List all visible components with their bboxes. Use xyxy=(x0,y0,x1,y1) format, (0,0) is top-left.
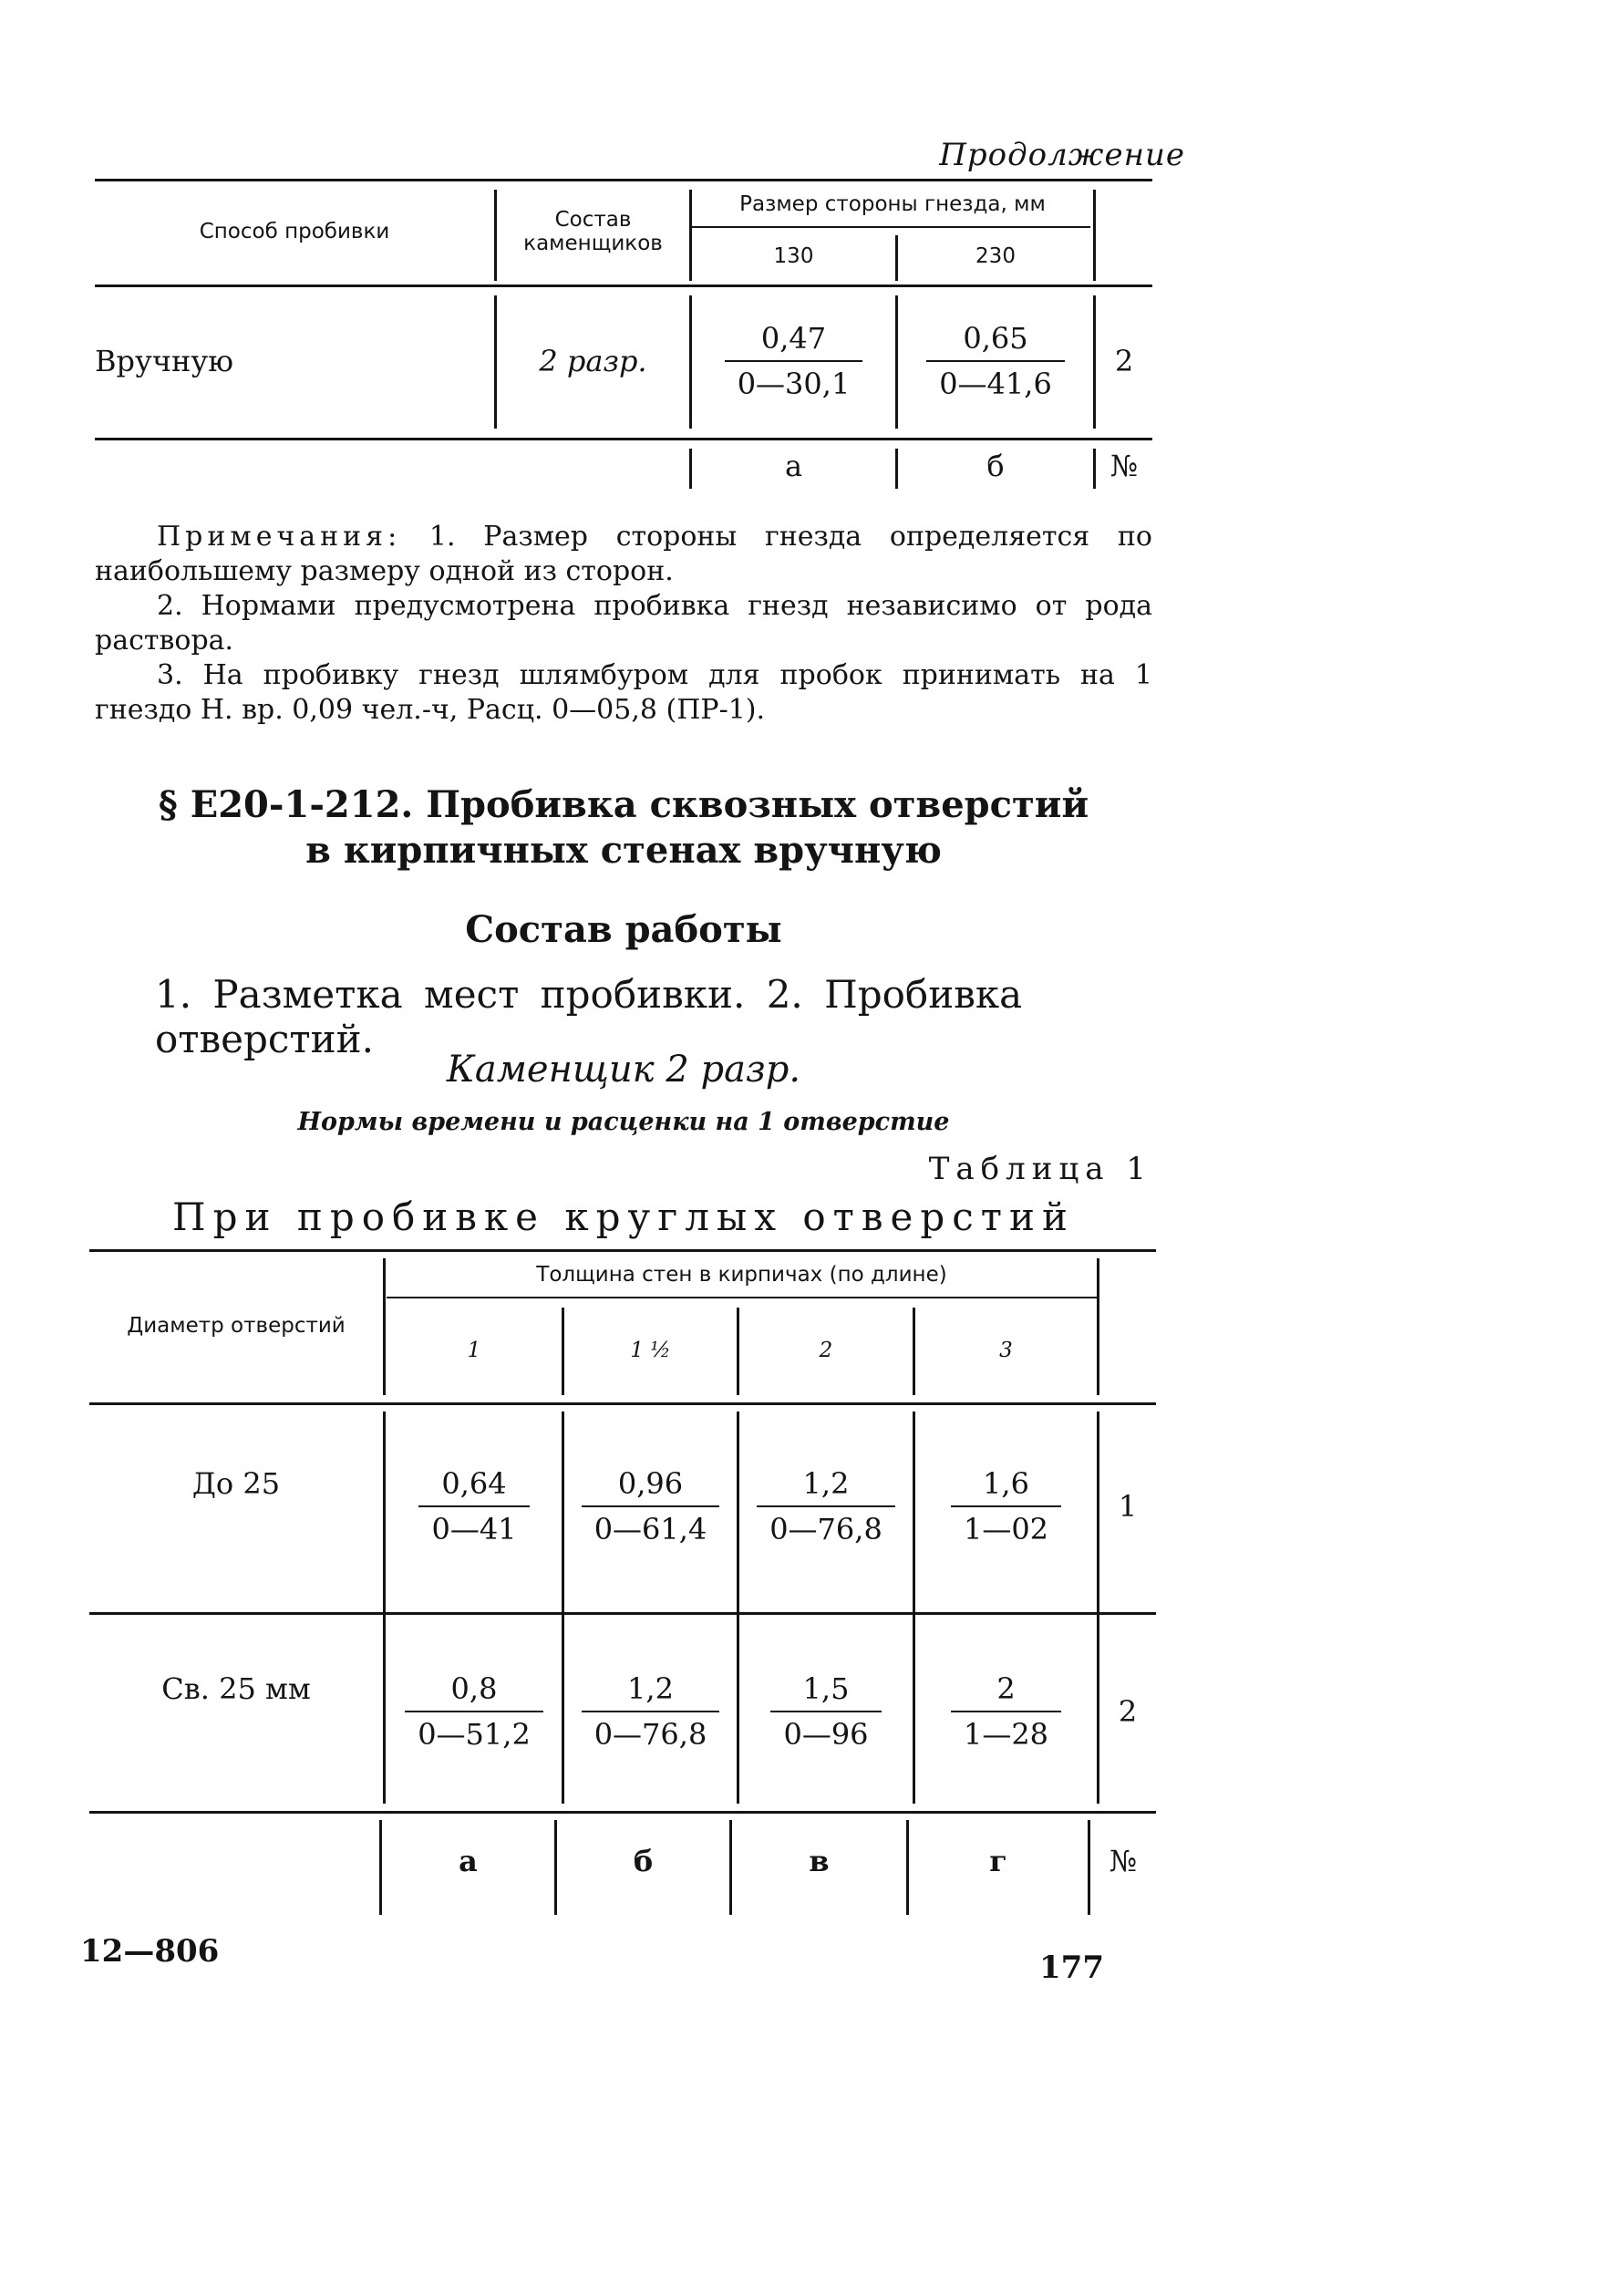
value-cell: $\frac{1,5}{0—96}$ xyxy=(739,1616,913,1807)
norms-caption: Нормы времени и расценки на 1 отверстие xyxy=(297,1108,950,1136)
header-thickness: 1 xyxy=(467,1339,481,1362)
table-continuation xyxy=(95,179,1152,489)
table-caption: При пробивке круглых отверстий xyxy=(171,1195,1076,1239)
number-label: № xyxy=(1109,449,1139,483)
column-letter: г xyxy=(989,1844,1007,1878)
table-number: Таблица 1 xyxy=(928,1151,1152,1187)
header-crew: Состав каменщиков xyxy=(523,208,663,255)
value-cell: $\frac{0,8}{0—51,2}$ xyxy=(387,1616,562,1807)
column-letter: а xyxy=(784,449,803,483)
value-cell: $\frac{1,2}{0—76,8}$ xyxy=(739,1406,913,1607)
running-head: Продолжение xyxy=(939,137,1185,173)
column-letter: а xyxy=(459,1844,478,1878)
row-method: Вручную xyxy=(95,344,233,378)
row-number: 2 xyxy=(1114,344,1134,378)
header-thickness: 3 xyxy=(999,1339,1013,1362)
column-letter: б xyxy=(986,449,1005,483)
header-diameter: Диаметр отверстий xyxy=(127,1314,346,1338)
header-thickness: 1 ½ xyxy=(630,1339,671,1362)
row-label: Св. 25 мм xyxy=(161,1671,311,1706)
row-label: До 25 xyxy=(191,1466,281,1501)
row-number: 1 xyxy=(1118,1489,1138,1524)
value-cell: $\frac{0,96}{0—61,4}$ xyxy=(564,1406,737,1607)
number-label: № xyxy=(1109,1844,1138,1878)
value-cell: $\frac{1,2}{0—76,8}$ xyxy=(564,1616,737,1807)
note-1: 1. Размер стороны гнезда определяется по наибольшему размеру одной из сторон. xyxy=(95,521,1152,587)
header-thickness: 2 xyxy=(819,1339,833,1362)
header-method: Способ пробивки xyxy=(199,220,390,243)
header-size-group: Размер стороны гнезда, мм xyxy=(739,192,1046,216)
notes-lead: Примечания: xyxy=(157,521,402,553)
notes xyxy=(95,520,1152,728)
value-cell: $\frac{0,65}{0—41,6}$ xyxy=(898,288,1093,434)
value-cell: $\frac{0,64}{0—41}$ xyxy=(387,1406,562,1607)
column-letter: б xyxy=(633,1844,654,1878)
table-round-holes xyxy=(89,1249,1156,1915)
signature-mark: 12—806 xyxy=(80,1933,220,1970)
note-3: 3. На пробивку гнезд шлямбуром для пробок принимать на 1 гнездо Н. вр. 0,09 чел.-ч, Расц. 0—05,8 (ПР-1). xyxy=(95,659,1152,726)
value-cell: $\frac{1,6}{1—02}$ xyxy=(915,1406,1097,1607)
row-crew: 2 разр. xyxy=(539,344,647,378)
work-steps: 1. Разметка мест пробивки. 2. Пробивка отверстий. xyxy=(155,972,1023,1061)
header-size-130: 130 xyxy=(773,244,814,268)
page-number: 177 xyxy=(1039,1950,1104,1986)
value-cell: $\frac{0,47}{0—30,1}$ xyxy=(692,288,895,434)
worker-grade: Каменщик 2 разр. xyxy=(446,1049,801,1091)
section-title: § Е20-1-212. Пробивка сквозных отверстий в кирпичных стенах вручную xyxy=(158,783,1089,872)
section-subtitle: Состав работы xyxy=(465,908,782,951)
header-size-230: 230 xyxy=(975,244,1016,268)
header-thickness-group: Толщина стен в кирпичах (по длине) xyxy=(536,1263,947,1287)
row-number: 2 xyxy=(1118,1694,1138,1729)
value-cell: $\frac{2}{1—28}$ xyxy=(915,1616,1097,1807)
note-2: 2. Нормами предусмотрена пробивка гнезд независимо от рода раствора. xyxy=(95,590,1152,657)
column-letter: в xyxy=(809,1844,830,1878)
